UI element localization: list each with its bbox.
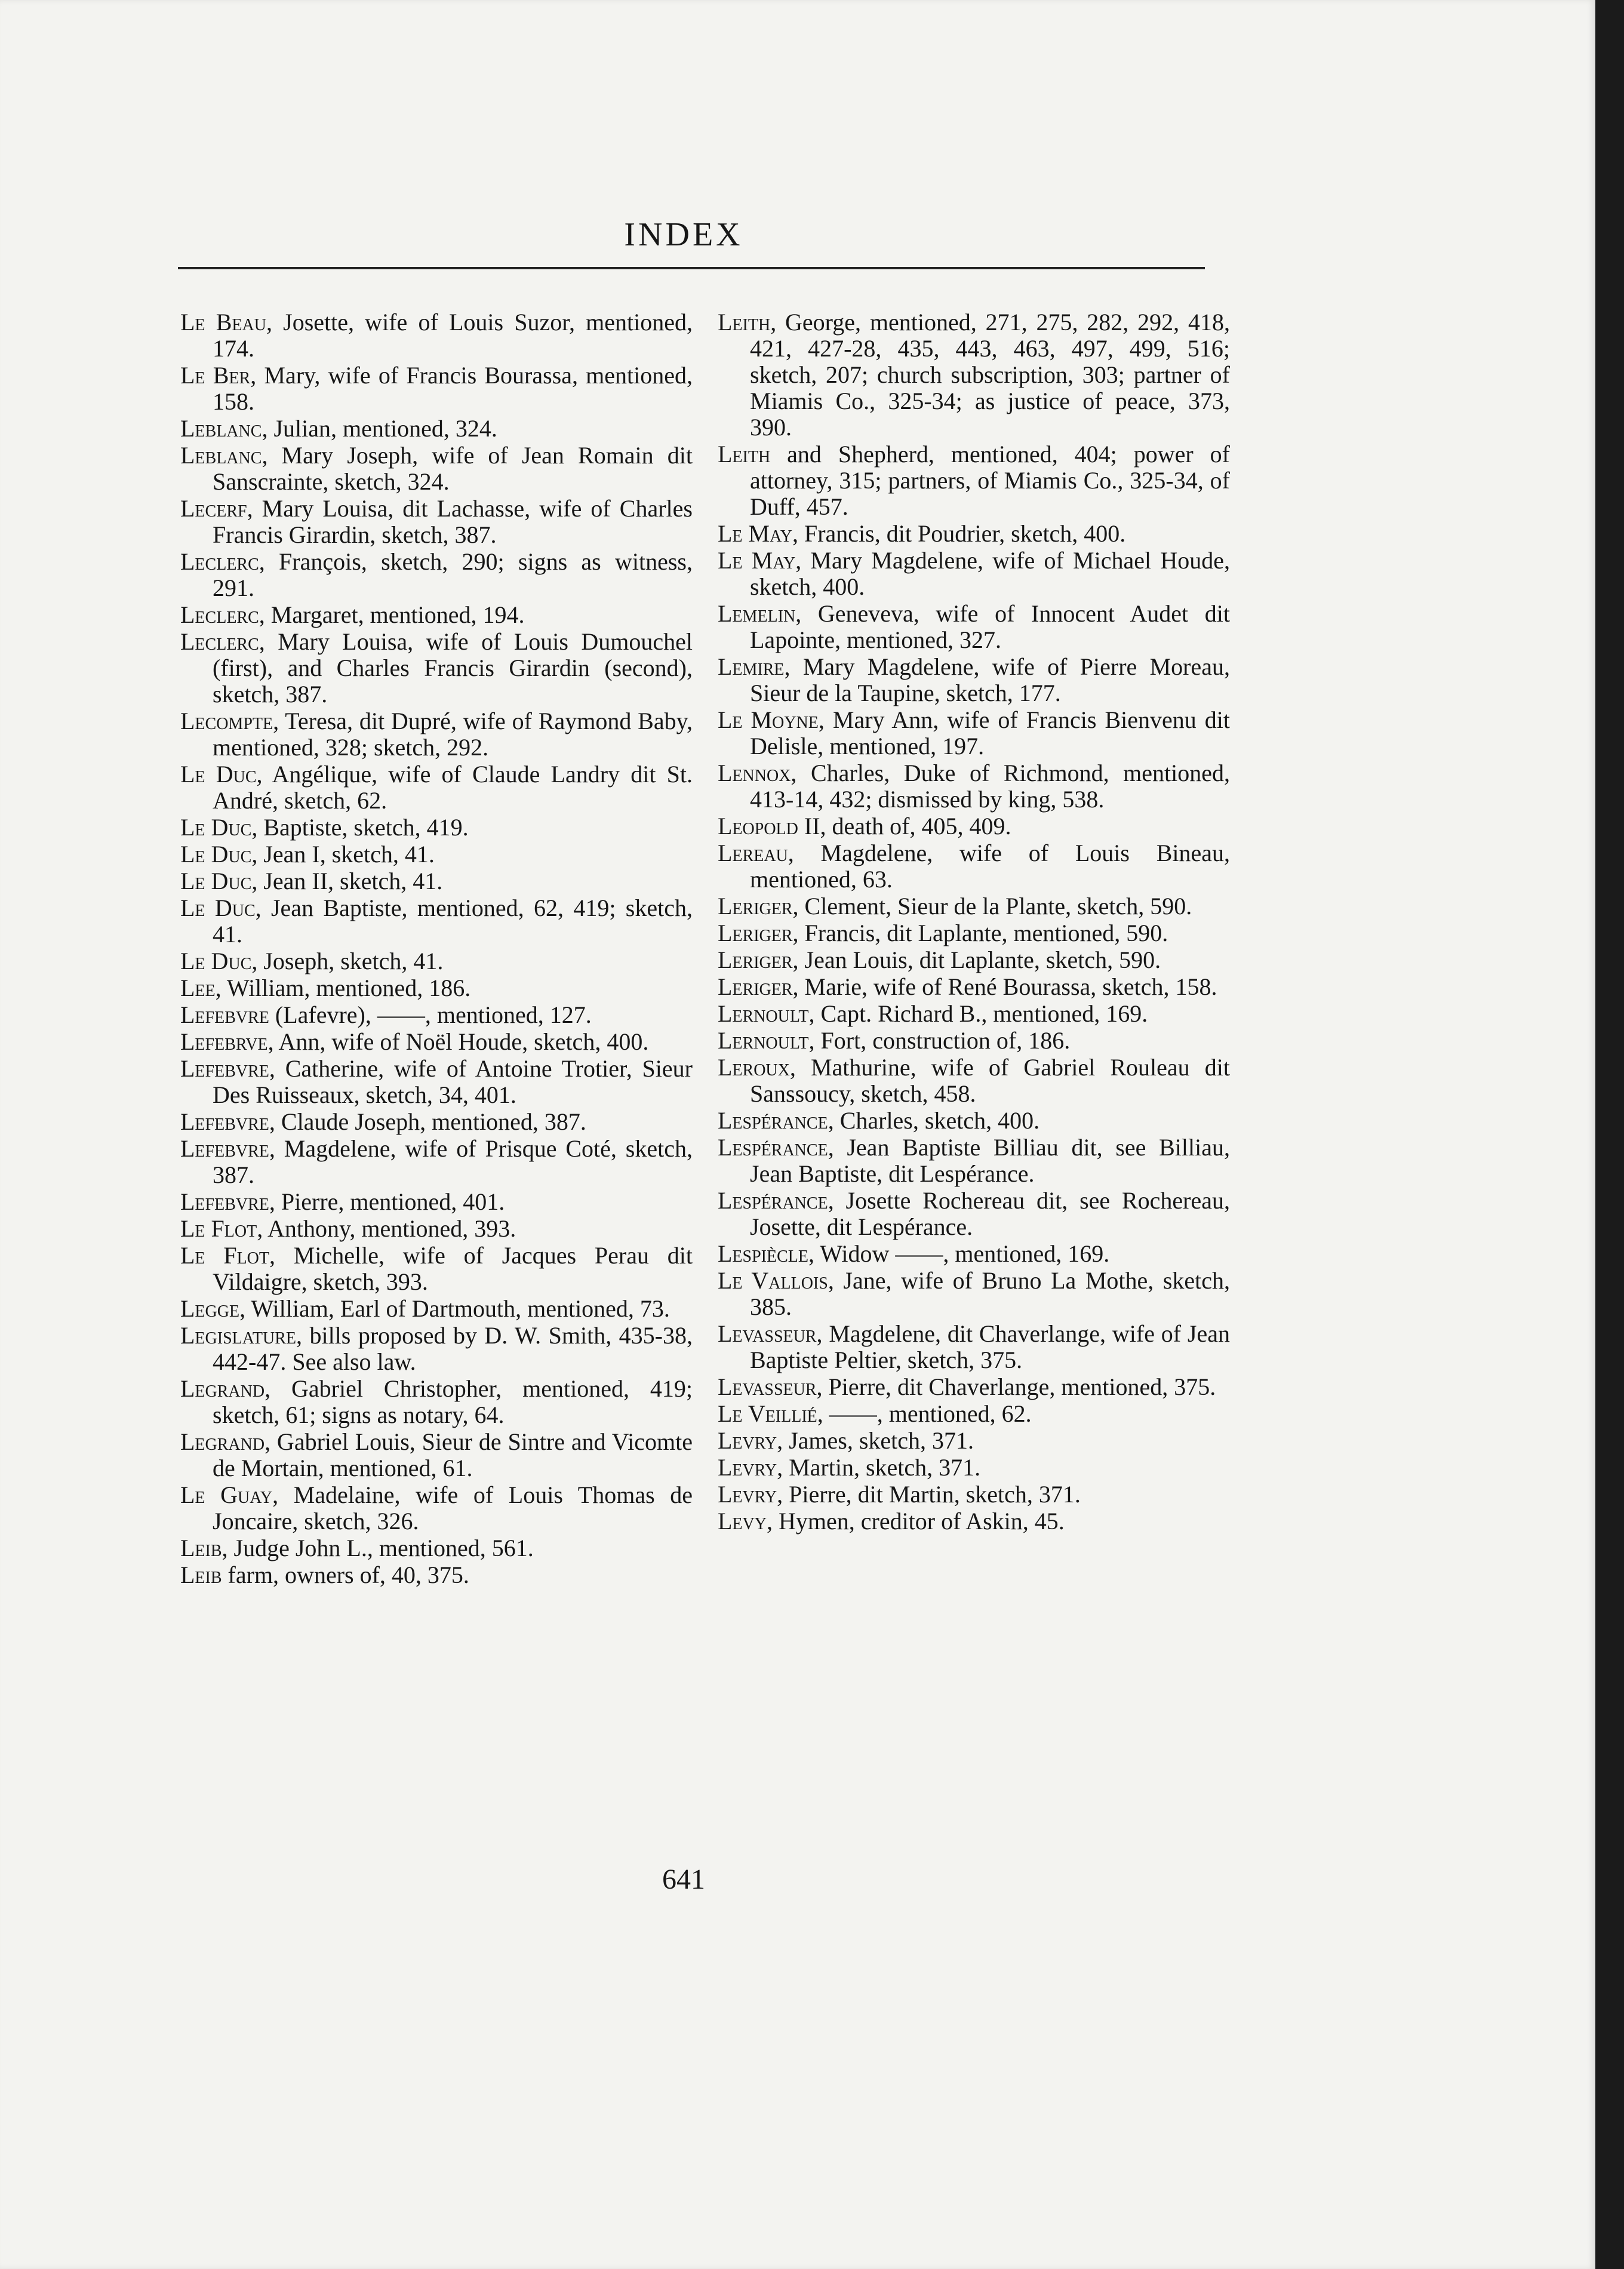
entry-text: , Pierre, dit Chaverlange, mentioned, 375. [816,1373,1216,1400]
entry-text: , William, mentioned, 186. [215,974,471,1001]
page-number: 641 [662,1864,705,1895]
page-title: INDEX [624,216,743,253]
index-entry [180,1429,693,1481]
entry-headword: Leclerc [180,548,259,575]
entry-text: , Pierre, dit Martin, sketch, 371. [777,1481,1081,1508]
entry-text: , Jean Baptiste Billiau dit, see Billiau, Jean Baptiste, dit Lespérance. [750,1134,1230,1187]
entry-text: , Judge John L., mentioned, 561. [222,1535,534,1561]
entry-text: , Capt. Richard B., mentioned, 169. [808,1000,1148,1027]
index-entry [180,1029,693,1055]
entry-text: , Martin, sketch, 371. [777,1454,981,1481]
entry-text: , ——, mentioned, 62. [817,1400,1032,1427]
index-entry [180,1482,693,1535]
index-entry [718,1001,1230,1027]
index-entry [718,1321,1230,1373]
index-entry [718,1188,1230,1240]
entry-text: , bills proposed by D. W. Smith, 435-38, 442-47. See also law. [213,1322,693,1375]
index-entry [180,1296,693,1322]
entry-text: , Jean II, sketch, 41. [251,868,443,894]
entry-headword: Lefebvre [180,1001,269,1028]
index-entry [718,974,1230,1000]
index-entry [718,813,1230,840]
entry-text: , George, mentioned, 271, 275, 282, 292, 418, 421, 427-28, 435, 443, 463, 497, 499, 516; sketch, 207; church subscription, 303; partner of Miamis Co., 325-34; as justice of peace, 373, 390. [750,309,1230,441]
entry-headword: Lereau [718,840,788,866]
entry-headword: Levy [718,1508,767,1535]
entry-text: , Anthony, mentioned, 393. [257,1215,516,1242]
entry-text: , Magdelene, wife of Louis Bineau, mentioned, 63. [750,840,1230,893]
index-entry [180,895,693,948]
entry-headword: Lemelin [718,600,796,627]
entry-headword: Le Duc [180,868,252,894]
entry-text: , Joseph, sketch, 41. [251,948,444,974]
index-entry [718,1481,1230,1508]
entry-text: , Geneveva, wife of Innocent Audet dit Lapointe, mentioned, 327. [750,600,1230,653]
entry-headword: Lespérance [718,1187,828,1214]
index-column-left [180,309,693,1589]
entry-text: , Angélique, wife of Claude Landry dit St. André, sketch, 62. [213,761,693,814]
entry-text: , Clement, Sieur de la Plante, sketch, 590. [792,893,1192,920]
entry-headword: Le Beau [180,309,266,336]
entry-headword: Le Veillié [718,1400,817,1427]
index-entry [718,760,1230,813]
index-entry [180,1189,693,1215]
entry-headword: Leith [718,309,771,336]
entry-text: , Mary Magdelene, wife of Pierre Moreau, Sieur de la Taupine, sketch, 177. [750,653,1230,706]
entry-text: , Gabriel Louis, Sieur de Sintre and Vicomte de Mortain, mentioned, 61. [213,1428,693,1481]
index-entry [718,1134,1230,1187]
entry-headword: Lemire [718,653,785,680]
index-entry [180,602,693,628]
index-entry [180,1056,693,1108]
entry-headword: Le Duc [180,841,252,868]
entry-text: , Gabriel Christopher, mentioned, 419; sketch, 61; signs as notary, 64. [213,1375,693,1428]
entry-headword: Lecompte [180,708,273,734]
entry-text: , Francis, dit Laplante, mentioned, 590. [792,920,1168,946]
entry-headword: Lespiècle [718,1240,808,1267]
index-entry [718,309,1230,441]
index-entry [180,442,693,495]
index-entry [718,1268,1230,1320]
entry-text: , Baptiste, sketch, 419. [251,814,469,841]
index-entry [180,629,693,708]
entry-text: , Magdelene, wife of Prisque Coté, sketch, 387. [213,1135,693,1188]
entry-headword: Levasseur [718,1320,817,1347]
index-entry [718,1428,1230,1454]
entry-text: , Magdelene, dit Chaverlange, wife of Jean Baptiste Peltier, sketch, 375. [750,1320,1230,1373]
entry-text: , Charles, sketch, 400. [828,1107,1040,1134]
entry-headword: Lee [180,974,216,1001]
entry-text: , Claude Joseph, mentioned, 387. [269,1108,586,1135]
index-entry [718,1508,1230,1535]
title-rule [178,267,1205,269]
entry-headword: Le Duc [180,814,252,841]
entry-text: , William, Earl of Dartmouth, mentioned, 73. [239,1295,670,1322]
entry-text: II, death of, 405, 409. [798,813,1011,840]
index-entry [180,868,693,894]
entry-headword: Levry [718,1427,777,1454]
index-entry [180,549,693,601]
entry-headword: Le Duc [180,894,256,921]
index-entry [718,1374,1230,1400]
entry-headword: Leriger [718,920,793,946]
entry-text: , Catherine, wife of Antoine Trotier, Sieur Des Ruisseaux, sketch, 34, 401. [213,1055,693,1108]
entry-headword: Levry [718,1454,777,1481]
entry-headword: Lennox [718,760,791,786]
index-entry [718,1054,1230,1107]
entry-headword: Le Duc [180,948,252,974]
entry-text: , Madelaine, wife of Louis Thomas de Joncaire, sketch, 326. [213,1481,693,1535]
entry-headword: Legge [180,1295,240,1322]
entry-text: , Widow ——, mentioned, 169. [808,1240,1110,1267]
index-entry [718,947,1230,973]
entry-headword: Legrand [180,1428,265,1455]
entry-text: and Shepherd, mentioned, 404; power of attorney, 315; partners, of Miamis Co., 325-34, of Duff, 457. [750,441,1230,520]
entry-headword: Le Ber [180,362,251,389]
entry-text: , Josette, wife of Louis Suzor, mentioned, 174. [213,309,693,362]
index-entry [180,1535,693,1561]
index-entry [718,1455,1230,1481]
entry-headword: Lefebvre [180,1135,269,1162]
entry-text: , Charles, Duke of Richmond, mentioned, 413-14, 432; dismissed by king, 538. [750,760,1230,813]
entry-text: , Julian, mentioned, 324. [262,415,497,442]
entry-headword: Le Flot [180,1215,257,1242]
index-entry [718,441,1230,520]
index-entry [180,1376,693,1428]
entry-headword: Le Vallois [718,1267,828,1294]
index-entry [180,416,693,442]
entry-headword: Lespérance [718,1107,828,1134]
entry-text: , Hymen, creditor of Askin, 45. [766,1508,1065,1535]
entry-text: , Mary Louisa, dit Lachasse, wife of Charles Francis Girardin, sketch, 387. [213,495,693,548]
index-entry [180,1002,693,1028]
entry-text: , Mary Joseph, wife of Jean Romain dit Sanscrainte, sketch, 324. [213,442,693,495]
entry-headword: Le Flot [180,1242,269,1269]
entry-headword: Leriger [718,946,793,973]
index-entry [180,309,693,362]
index-entry [180,1562,693,1588]
index-entry [180,814,693,841]
index-entry [718,1108,1230,1134]
entry-headword: Le May [718,547,796,574]
entry-text: , Mary, wife of Francis Bourassa, mentioned, 158. [213,362,693,415]
index-entry [718,1241,1230,1267]
index-entry [180,1243,693,1295]
index-entry [718,601,1230,653]
index-entry [180,708,693,761]
entry-headword: Leclerc [180,628,259,655]
entry-headword: Lefebrve [180,1028,268,1055]
entry-text: , Marie, wife of René Bourassa, sketch, 158. [792,973,1217,1000]
entry-headword: Leib [180,1561,222,1588]
index-entry [718,654,1230,706]
entry-text: , Michelle, wife of Jacques Perau dit Vildaigre, sketch, 393. [213,1242,693,1295]
entry-headword: Lefebvre [180,1055,269,1082]
index-entry [718,521,1230,547]
index-entry [718,893,1230,920]
entry-headword: Leriger [718,973,793,1000]
index-entry [180,975,693,1001]
index-entry [718,548,1230,600]
index-entry [180,761,693,814]
entry-text: , Mary Magdelene, wife of Michael Houde, sketch, 400. [750,547,1230,600]
entry-text: , Jean I, sketch, 41. [251,841,435,868]
entry-headword: Legrand [180,1375,265,1402]
entry-headword: Le May [718,520,792,547]
entry-text: , Mary Louisa, wife of Louis Dumouchel (first), and Charles Francis Girardin (second), sketch, 387. [213,628,693,708]
entry-headword: Leclerc [180,601,259,628]
entry-text: , Jean Baptiste, mentioned, 62, 419; sketch, 41. [213,894,693,948]
entry-text: , Ann, wife of Noël Houde, sketch, 400. [267,1028,649,1055]
entry-text: , Fort, construction of, 186. [808,1027,1071,1054]
entry-headword: Lernoult [718,1027,809,1054]
entry-headword: Leopold [718,813,798,840]
index-entry [180,1216,693,1242]
index-entry [180,948,693,974]
entry-headword: Levry [718,1481,777,1508]
entry-headword: Levasseur [718,1373,817,1400]
index-entry [718,840,1230,893]
index-entry [180,1323,693,1375]
index-entry [718,1401,1230,1427]
entry-headword: Leriger [718,893,793,920]
entry-headword: Lefebvre [180,1188,269,1215]
entry-text: (Lafevre), ——, mentioned, 127. [269,1001,592,1028]
entry-headword: Lefebvre [180,1108,269,1135]
index-entry [180,1109,693,1135]
entry-headword: Le Guay [180,1481,273,1508]
entry-headword: Leblanc [180,442,262,469]
entry-text: farm, owners of, 40, 375. [222,1561,469,1588]
index-entry [180,362,693,415]
entry-headword: Lecerf [180,495,247,522]
entry-text: , Jean Louis, dit Laplante, sketch, 590. [792,946,1161,973]
entry-text: , Margaret, mentioned, 194. [259,601,525,628]
index-entry [718,920,1230,946]
entry-headword: Leroux [718,1054,790,1081]
entry-text: , Pierre, mentioned, 401. [269,1188,505,1215]
entry-headword: Le Duc [180,761,257,788]
entry-headword: Leib [180,1535,222,1561]
index-entry [180,496,693,548]
index-entry [180,1136,693,1188]
entry-text: , François, sketch, 290; signs as witness, 291. [213,548,693,601]
entry-text: , Francis, dit Poudrier, sketch, 400. [792,520,1126,547]
index-entry [718,707,1230,760]
entry-text: , Teresa, dit Dupré, wife of Raymond Baby, mentioned, 328; sketch, 292. [213,708,693,761]
entry-headword: Leblanc [180,415,262,442]
entry-headword: Lernoult [718,1000,809,1027]
entry-text: , Mathurine, wife of Gabriel Rouleau dit Sanssoucy, sketch, 458. [750,1054,1230,1107]
entry-text: , Jane, wife of Bruno La Mothe, sketch, 385. [750,1267,1230,1320]
entry-headword: Lespérance [718,1134,828,1161]
entry-text: , James, sketch, 371. [777,1427,974,1454]
index-column-right [718,309,1230,1535]
entry-headword: Legislature [180,1322,296,1349]
index-entry [180,841,693,868]
entry-text: , Josette Rochereau dit, see Rochereau, Josette, dit Lespérance. [750,1187,1230,1240]
entry-text: , Mary Ann, wife of Francis Bienvenu dit Delisle, mentioned, 197. [750,706,1230,760]
index-entry [718,1028,1230,1054]
entry-headword: Le Moyne [718,706,819,733]
entry-headword: Leith [718,441,771,468]
